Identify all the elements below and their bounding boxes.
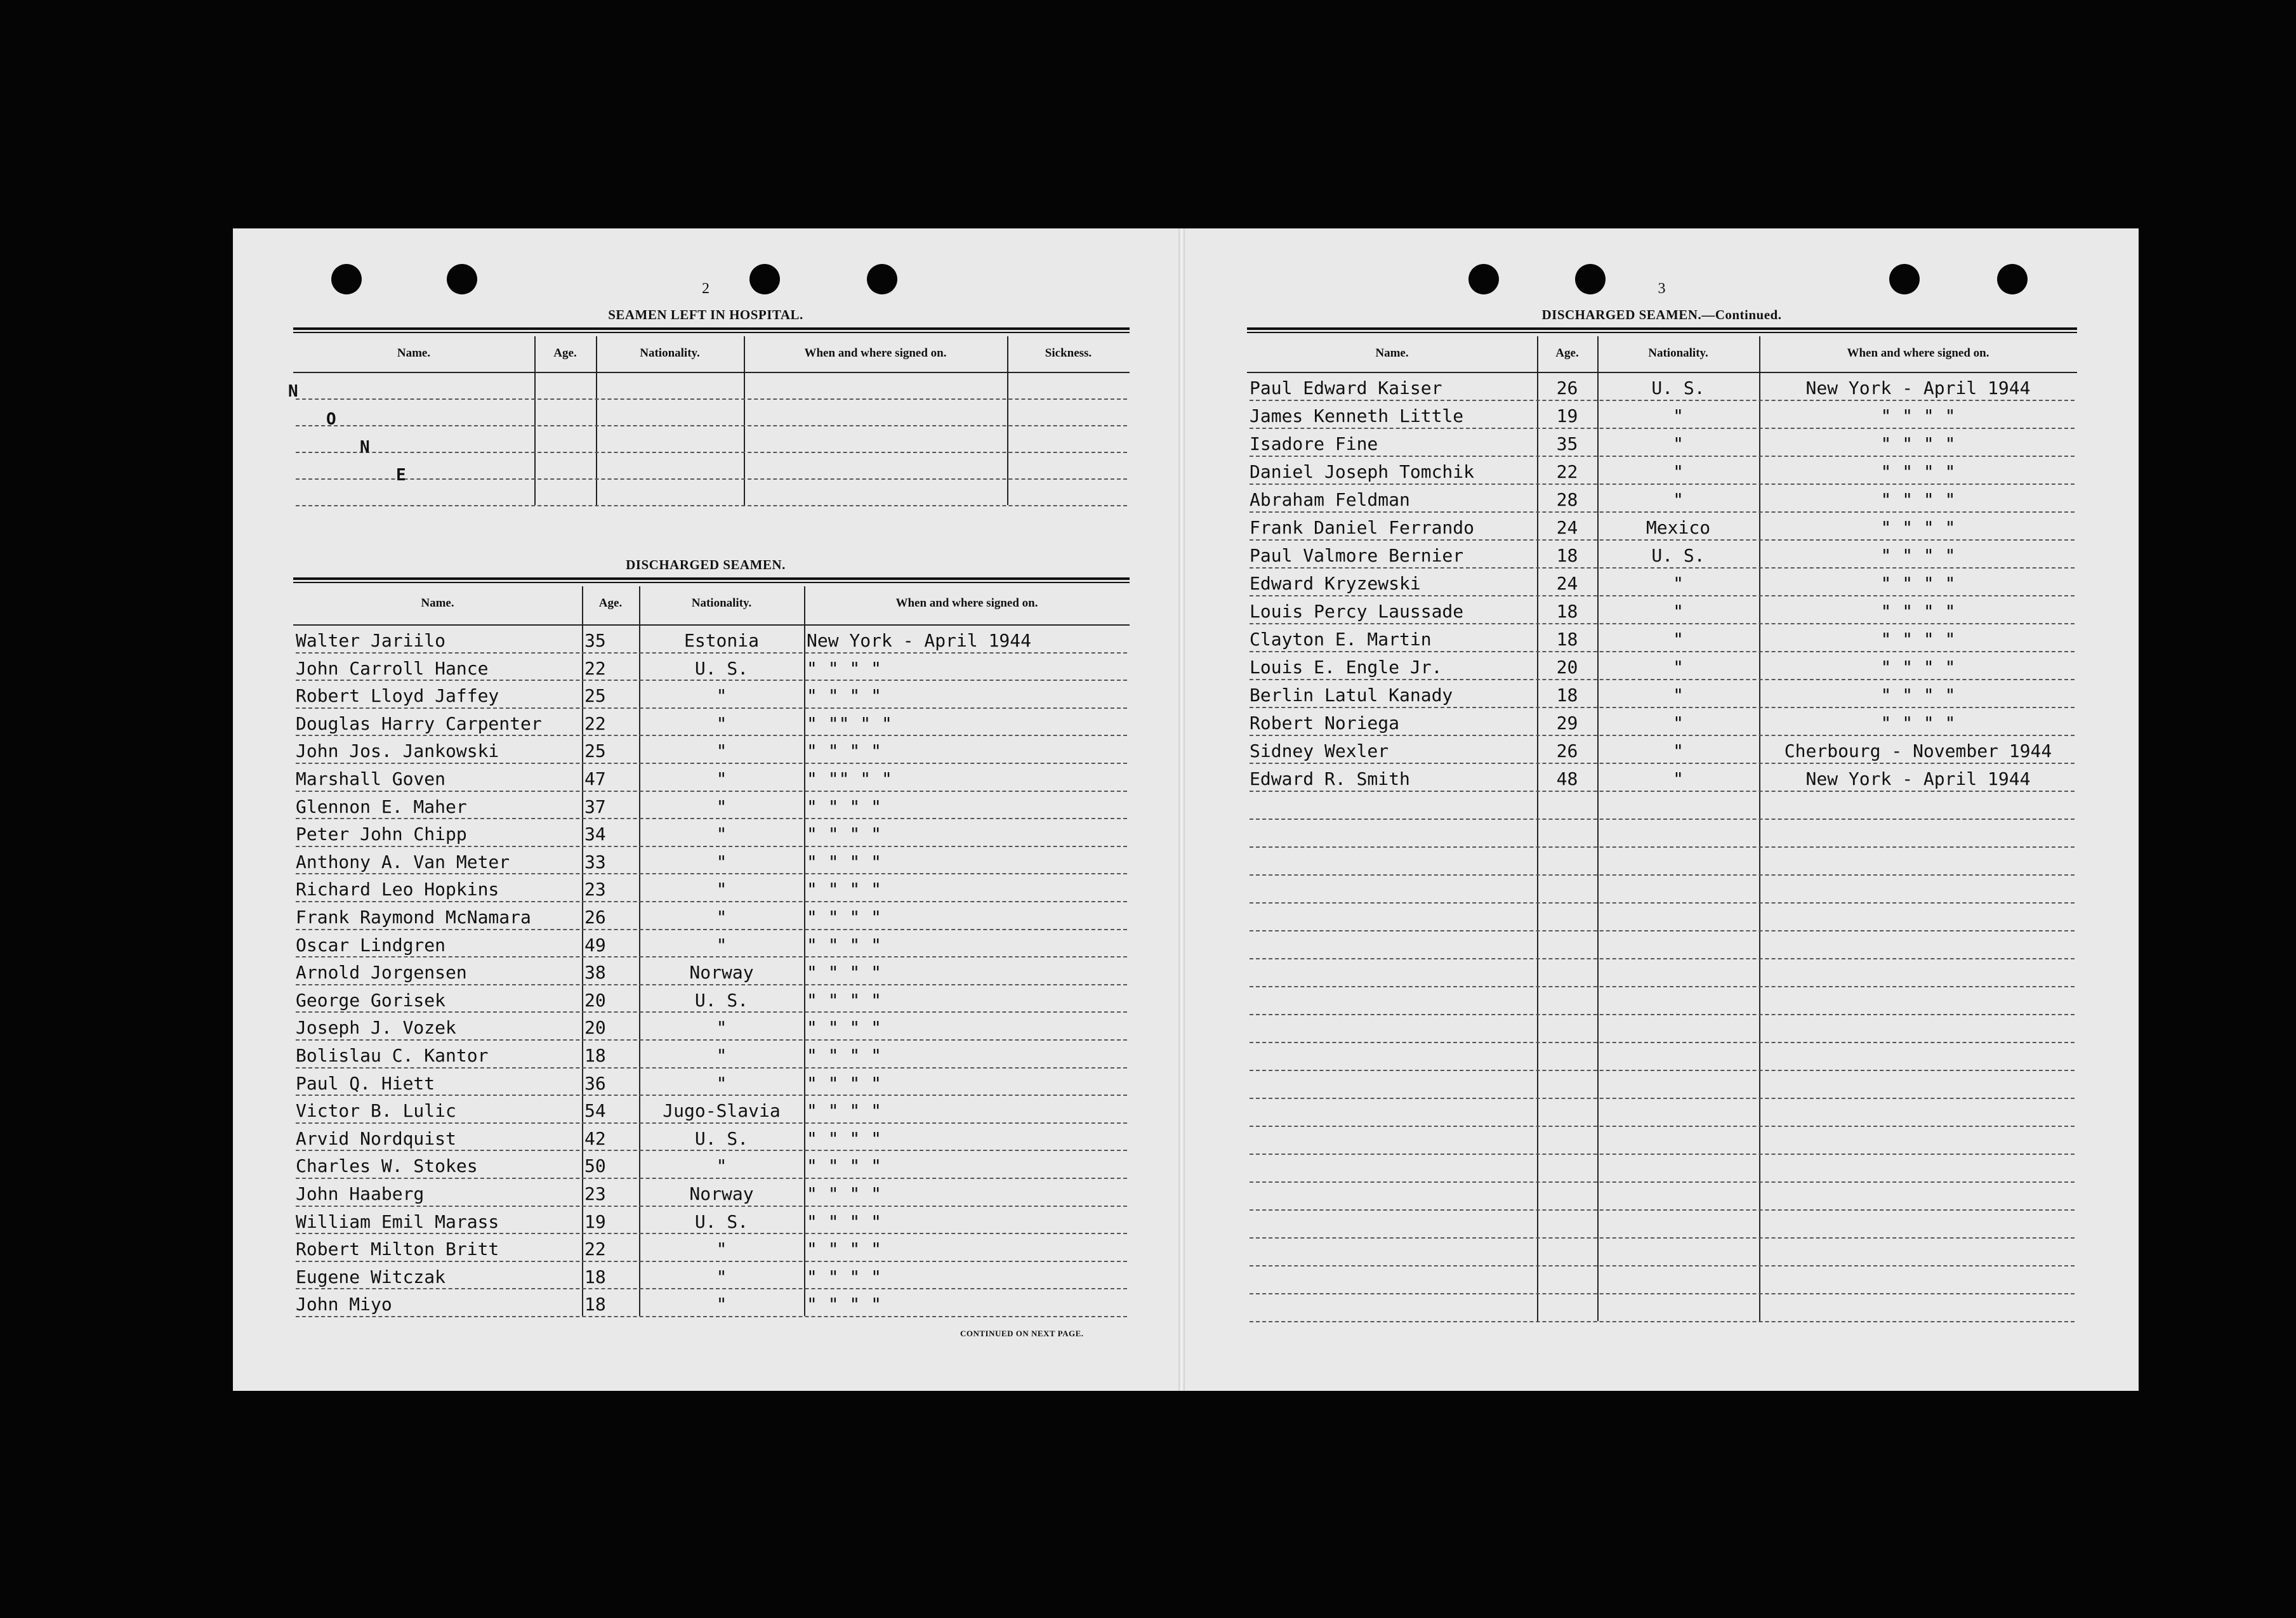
table-cell-nationality: " (716, 1017, 727, 1039)
column-header: Age. (553, 346, 577, 360)
row-rule (1250, 1126, 2075, 1127)
table-cell-signed: New York - April 1944 (1805, 378, 2031, 398)
table-cell-nationality: U. S. (694, 1128, 749, 1149)
table-cell-signed: " " " " (807, 1155, 882, 1177)
table-cell-age: 20 (1556, 657, 1578, 678)
discharged-section-title: DISCHARGED SEAMEN. (626, 557, 786, 572)
column-header: When and where signed on. (804, 346, 947, 360)
row-rule (1250, 1265, 2075, 1266)
table-cell-name: John Miyo (296, 1294, 392, 1315)
row-rule (1250, 1098, 2075, 1099)
table-cell-signed: New York - April 1944 (807, 630, 1032, 651)
table-cell-age: 22 (584, 1239, 606, 1260)
table-cell-age: 54 (584, 1100, 606, 1122)
table-cell-nationality: " (1673, 461, 1684, 482)
table-cell-age: 22 (1556, 461, 1578, 482)
table-cell-nationality: U. S. (1651, 378, 1705, 398)
table-cell-signed: " " " " (1880, 657, 1956, 678)
right-page (1185, 228, 2139, 1391)
table-cell-signed: " " " " (807, 1128, 882, 1149)
table-cell-age: 36 (584, 1072, 606, 1094)
table-cell-name: Paul Q. Hiett (296, 1072, 435, 1094)
table-cell-signed: " " " " (807, 907, 882, 928)
none-letter: O (326, 410, 336, 429)
table-cell-signed: " " " " (1880, 713, 1956, 733)
row-rule (1250, 1181, 2075, 1183)
table-cell-nationality: " (716, 907, 727, 928)
column-rule (744, 336, 745, 505)
table-cell-name: Anthony A. Van Meter (296, 851, 510, 872)
table-cell-name: Frank Daniel Ferrando (1250, 517, 1475, 538)
section-rule (293, 327, 1130, 333)
column-rule (1007, 336, 1008, 505)
table-cell-age: 18 (584, 1294, 606, 1315)
table-cell-age: 38 (584, 962, 606, 983)
table-cell-nationality: " (1673, 740, 1684, 761)
table-cell-nationality: Estonia (683, 630, 759, 651)
column-header: Age. (598, 596, 623, 610)
table-cell-name: William Emil Marass (296, 1211, 499, 1232)
table-cell-age: 26 (1556, 378, 1578, 398)
table-cell-name: Bolislau C. Kantor (296, 1045, 489, 1066)
table-cell-name: Paul Edward Kaiser (1250, 378, 1442, 398)
table-cell-signed: " " " " (807, 1045, 882, 1066)
continued-note: CONTINUED ON NEXT PAGE. (960, 1329, 1084, 1338)
table-cell-nationality: " (1673, 489, 1684, 510)
table-cell-age: 48 (1556, 768, 1578, 789)
row-rule (1250, 1293, 2075, 1294)
table-cell-age: 18 (1556, 629, 1578, 650)
row-rule (1250, 902, 2075, 904)
table-cell-age: 24 (1556, 517, 1578, 538)
table-cell-age: 18 (1556, 685, 1578, 706)
table-cell-signed: " " " " (1880, 489, 1956, 510)
row-rule (1250, 846, 2075, 848)
table-cell-age: 49 (584, 934, 606, 956)
table-cell-signed: " " " " (807, 934, 882, 956)
table-cell-nationality: " (716, 713, 727, 734)
row-rule (296, 452, 1127, 453)
table-cell-age: 18 (1556, 601, 1578, 622)
page-number: 3 (1658, 280, 1666, 297)
crew-list-sheet (233, 228, 2139, 1391)
table-cell-name: James Kenneth Little (1250, 405, 1464, 426)
header-rule (293, 372, 1130, 373)
table-cell-nationality: " (716, 1045, 727, 1066)
table-cell-nationality: " (1673, 657, 1684, 678)
table-cell-name: Arvid Nordquist (296, 1128, 456, 1149)
table-cell-age: 23 (584, 1183, 606, 1204)
table-cell-signed: " " " " (807, 1017, 882, 1039)
row-rule (1250, 1209, 2075, 1211)
table-cell-signed: " " " " (1880, 517, 1956, 538)
hospital-section-title: SEAMEN LEFT IN HOSPITAL. (608, 307, 803, 322)
table-cell-signed: " " " " (1880, 685, 1956, 706)
table-cell-age: 22 (584, 713, 606, 734)
column-rule (596, 336, 597, 505)
table-cell-age: 24 (1556, 573, 1578, 594)
table-cell-name: Joseph J. Vozek (296, 1017, 456, 1039)
table-cell-signed: " " " " (807, 962, 882, 983)
table-cell-signed: New York - April 1944 (1805, 768, 2031, 789)
table-cell-signed: " " " " (807, 989, 882, 1011)
table-cell-signed: " " " " (1880, 601, 1956, 622)
table-cell-signed: " " " " (807, 657, 882, 679)
table-cell-nationality: U. S. (694, 989, 749, 1011)
table-cell-signed: " " " " (1880, 545, 1956, 566)
table-cell-nationality: " (1673, 713, 1684, 733)
table-cell-name: Marshall Goven (296, 768, 446, 789)
column-header: Nationality. (691, 596, 752, 610)
table-cell-signed: " " " " (1880, 433, 1956, 454)
table-cell-age: 47 (584, 768, 606, 789)
table-cell-signed: " " " " (1880, 461, 1956, 482)
table-cell-age: 23 (584, 879, 606, 900)
table-cell-name: Louis Percy Laussade (1250, 601, 1464, 622)
table-cell-age: 35 (1556, 433, 1578, 454)
table-cell-age: 20 (584, 989, 606, 1011)
table-cell-name: Arnold Jorgensen (296, 962, 467, 983)
table-cell-signed: " "" " " (807, 713, 892, 734)
row-rule (296, 398, 1127, 400)
table-cell-name: Douglas Harry Carpenter (296, 713, 542, 734)
table-cell-name: Abraham Feldman (1250, 489, 1410, 510)
row-rule (1250, 930, 2075, 931)
table-cell-name: Edward Kryzewski (1250, 573, 1421, 594)
table-cell-signed: " " " " (807, 1294, 882, 1315)
table-cell-age: 37 (584, 796, 606, 817)
none-letter: N (360, 438, 370, 457)
table-cell-nationality: " (1673, 433, 1684, 454)
table-cell-name: Robert Noriega (1250, 713, 1400, 733)
table-cell-name: Walter Jariilo (296, 630, 446, 651)
row-rule (1250, 1321, 2075, 1322)
table-cell-name: Oscar Lindgren (296, 934, 446, 956)
table-cell-age: 42 (584, 1128, 606, 1149)
table-cell-nationality: " (1673, 405, 1684, 426)
table-cell-nationality: " (1673, 573, 1684, 594)
table-cell-signed: " " " " (1880, 405, 1956, 426)
column-header: Name. (397, 346, 431, 360)
row-rule (296, 478, 1127, 480)
table-cell-signed: " " " " (807, 1100, 882, 1122)
table-cell-name: Charles W. Stokes (296, 1155, 478, 1177)
none-letter: N (288, 382, 298, 401)
column-header: When and where signed on. (895, 596, 1038, 610)
table-cell-nationality: Norway (689, 1183, 754, 1204)
table-cell-signed: " " " " (807, 879, 882, 900)
table-cell-age: 25 (584, 685, 606, 707)
row-rule (1250, 874, 2075, 876)
table-cell-age: 34 (584, 824, 606, 845)
table-cell-nationality: " (1673, 685, 1684, 706)
row-rule (1250, 986, 2075, 987)
table-cell-name: John Jos. Jankowski (296, 740, 499, 762)
table-cell-age: 22 (584, 657, 606, 679)
table-cell-nationality: " (716, 740, 727, 762)
row-rule (1250, 819, 2075, 820)
table-cell-signed: " " " " (807, 824, 882, 845)
column-header: Age. (1555, 346, 1579, 360)
table-cell-nationality: Norway (689, 962, 754, 983)
table-cell-nationality: " (1673, 629, 1684, 650)
table-cell-nationality: Jugo-Slavia (663, 1100, 781, 1122)
table-cell-name: Isadore Fine (1250, 433, 1378, 454)
table-cell-age: 18 (584, 1266, 606, 1287)
column-header: Name. (1375, 346, 1409, 360)
table-cell-name: Sidney Wexler (1250, 740, 1389, 761)
table-cell-nationality: Mexico (1646, 517, 1711, 538)
column-header: Nationality. (1648, 346, 1708, 360)
table-cell-signed: " " " " (807, 1239, 882, 1260)
row-rule (1250, 1070, 2075, 1071)
column-header: Name. (421, 596, 454, 610)
table-cell-name: Eugene Witczak (296, 1266, 446, 1287)
section-rule (293, 577, 1130, 583)
table-cell-name: Peter John Chipp (296, 824, 467, 845)
table-cell-name: Robert Milton Britt (296, 1239, 499, 1260)
page-number: 2 (702, 280, 709, 297)
table-cell-age: 19 (1556, 405, 1578, 426)
table-cell-nationality: " (716, 1266, 727, 1287)
table-cell-name: Victor B. Lulic (296, 1100, 456, 1122)
table-cell-name: Louis E. Engle Jr. (1250, 657, 1442, 678)
table-cell-name: Berlin Latul Kanady (1250, 685, 1453, 706)
table-cell-signed: " " " " (807, 1072, 882, 1094)
discharged-continued-title: DISCHARGED SEAMEN.—Continued. (1541, 307, 1782, 322)
table-cell-signed: " " " " (1880, 573, 1956, 594)
table-cell-name: George Gorisek (296, 989, 446, 1011)
table-cell-age: 26 (584, 907, 606, 928)
header-rule (293, 624, 1130, 626)
table-cell-nationality: " (716, 1155, 727, 1177)
table-cell-age: 35 (584, 630, 606, 651)
row-rule (296, 505, 1127, 506)
row-rule (296, 425, 1127, 426)
header-rule (1247, 372, 2077, 373)
table-cell-age: 25 (584, 740, 606, 762)
row-rule (1250, 1154, 2075, 1155)
table-cell-signed: " " " " (807, 1266, 882, 1287)
table-cell-name: Daniel Joseph Tomchik (1250, 461, 1475, 482)
table-cell-name: Edward R. Smith (1250, 768, 1410, 789)
table-cell-age: 26 (1556, 740, 1578, 761)
table-cell-signed: " " " " (807, 685, 882, 707)
table-cell-nationality: U. S. (694, 657, 749, 679)
table-cell-name: Paul Valmore Bernier (1250, 545, 1464, 566)
row-rule (1250, 1237, 2075, 1239)
table-cell-age: 33 (584, 851, 606, 872)
column-rule (534, 336, 536, 505)
table-cell-signed: " " " " (807, 796, 882, 817)
table-cell-signed: " " " " (807, 851, 882, 872)
column-header: Sickness. (1045, 346, 1092, 360)
table-cell-age: 20 (584, 1017, 606, 1039)
row-rule (1250, 958, 2075, 959)
table-cell-nationality: " (716, 796, 727, 817)
page-fold (1178, 228, 1185, 1391)
none-letter: E (396, 466, 406, 485)
column-header: Nationality. (640, 346, 700, 360)
table-cell-age: 19 (584, 1211, 606, 1232)
table-cell-name: Glennon E. Maher (296, 796, 467, 817)
table-cell-nationality: " (716, 879, 727, 900)
table-cell-nationality: " (716, 685, 727, 707)
row-rule (1250, 1042, 2075, 1043)
table-cell-age: 29 (1556, 713, 1578, 733)
table-cell-name: John Carroll Hance (296, 657, 489, 679)
table-cell-name: Frank Raymond McNamara (296, 907, 531, 928)
row-rule (1250, 1014, 2075, 1015)
column-header: When and where signed on. (1847, 346, 1989, 360)
table-cell-nationality: " (716, 1294, 727, 1315)
table-cell-name: Richard Leo Hopkins (296, 879, 499, 900)
table-cell-nationality: " (716, 851, 727, 872)
table-cell-age: 28 (1556, 489, 1578, 510)
section-rule (1247, 327, 2077, 333)
table-cell-nationality: " (716, 1072, 727, 1094)
table-cell-nationality: U. S. (694, 1211, 749, 1232)
table-cell-nationality: " (716, 1239, 727, 1260)
table-cell-signed: " " " " (807, 740, 882, 762)
table-cell-signed: " "" " " (807, 768, 892, 789)
table-cell-age: 18 (584, 1045, 606, 1066)
table-cell-signed: " " " " (1880, 629, 1956, 650)
table-cell-nationality: " (1673, 768, 1684, 789)
table-cell-name: John Haaberg (296, 1183, 425, 1204)
table-cell-nationality: U. S. (1651, 545, 1705, 566)
table-cell-name: Clayton E. Martin (1250, 629, 1432, 650)
table-cell-nationality: " (716, 824, 727, 845)
left-page (233, 228, 1178, 1391)
table-cell-age: 18 (1556, 545, 1578, 566)
table-cell-signed: " " " " (807, 1183, 882, 1204)
table-cell-nationality: " (716, 768, 727, 789)
table-cell-signed: " " " " (807, 1211, 882, 1232)
table-cell-age: 50 (584, 1155, 606, 1177)
table-cell-name: Robert Lloyd Jaffey (296, 685, 499, 707)
table-cell-signed: Cherbourg - November 1944 (1784, 740, 2052, 761)
table-cell-nationality: " (1673, 601, 1684, 622)
table-cell-nationality: " (716, 934, 727, 956)
